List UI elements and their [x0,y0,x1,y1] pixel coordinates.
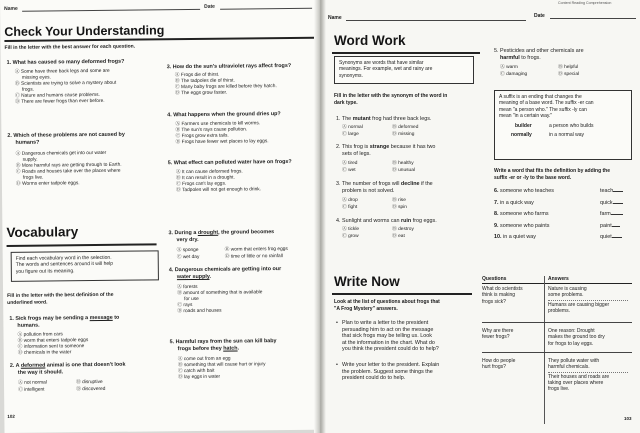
option[interactable]: Ⓐ Farmers use chemicals to kill worms. [175,121,261,128]
understanding-q4-options [175,121,268,146]
suffix-instruction-2: suffix -er or -ly to the base word. [494,175,572,181]
option[interactable]: Ⓓ eat [392,234,405,239]
understanding-q5-options [176,169,261,194]
option[interactable]: Ⓐ Frogs die of thirst. [174,72,220,79]
questions-answers-table [482,276,634,426]
understanding-q1-stem: 1. What has caused so many deformed frogs? [6,58,125,66]
option[interactable]: Ⓒ rays [177,303,193,309]
option[interactable]: Ⓓ lay eggs in water [177,374,221,381]
option[interactable]: Ⓒ grow [342,234,359,239]
vocab-q1-options [17,332,88,357]
date-label-right: Date [534,13,545,19]
vocab-q5-options [178,356,266,381]
option[interactable]: Ⓒ Frogs can't lay eggs. [175,181,227,188]
option[interactable]: Ⓓ unusual [392,168,415,173]
option[interactable]: Ⓐ drop [342,198,358,203]
option[interactable]: Ⓑ The tadpoles die of thirst. [174,78,235,85]
suffix-item: 10. in a quiet way quiet [494,234,634,246]
option[interactable]: Ⓒ damaging [500,72,528,77]
vocabulary-title: Vocabulary [6,224,79,240]
option[interactable]: Ⓓ spin [392,205,407,210]
option[interactable]: Ⓑ destroy [392,227,414,232]
suffix-items [494,188,634,246]
answer-line[interactable]: quiet [600,234,622,241]
option[interactable]: Ⓓ Worms enter tadpole eggs. [15,181,80,188]
option[interactable]: Ⓐ It can cause deformed frogs. [175,169,243,176]
ww-q5-stem: 5. Pesticides and other chemicals are [494,48,584,54]
right-page: Content Reading Comprehension Name Date Word Work Synonyms are words that have similar meanings. For example, wet and rainy are synonyms. Fill in the letter with the synonym of the word in dark type. 1. The mutant frog had three back legs. Ⓐ normal Ⓑ deformed Ⓒ large Ⓓ missing 2. This frog is strange because it has two sets of legs. Ⓐ tired Ⓑ healthy Ⓒ wet Ⓓ unusual 3. The number of frogs will decline if the problem is not solved. Ⓐ drop Ⓑ rise Ⓒ fight Ⓓ spin 4. Sunlight and worms can ruin frog eggs. Ⓐ tickle Ⓑ destroy Ⓒ grow Ⓓ eat 5. Pesticides and other chemicals are harmful to frogs. Ⓐ warm Ⓑ helpful Ⓒ damaging Ⓓ special A suffix is an ending that changes the meaning of a base word. The suffix -er can mean "a person who." The suffix -ly can mean "in a certain way." builder a person who builds normally in a normal way Write a word that fits the definition by adding the suffix -er or -ly to the base word. 6. someone who teaches teach 7. in a quick way quick 8. someone who farms farm 9. someone who paints paint 10. in a quiet way quiet Write Now Look at the list of questions about frogs that "A Frog Mystery" answers. • Plan to write a letter to the president persuading him to act on the message that sick frogs may be telling us. Look at the information in the chart. What do you think the president could do to help? • Write your letter to the president. Explain the problem. Suggest some things the president could do to help. Questions Answers What do scientists think is making frogs sick? Nature is causing some problems. Humans are causing bigger problems. Why are there fewer frogs? One reason: Drought makes the ground too dry for frogs to lay eggs. How do people hurt frogs? They pollute water with harmful chemicals. Their houses and roads are taking over places where frogs live. 103 [318,0,640,433]
vocabulary-instruction-2: underlined word. [7,299,48,306]
option[interactable]: Ⓓ Tadpoles will not get enough to drink. [175,187,262,194]
vocabulary-tip-box: Find each vocabulary word in the selection. The words and sentences around it will help you figure out its meaning. [11,250,159,282]
option[interactable]: Ⓒ Roads and houses take over the places where [15,169,121,176]
vocabulary-instruction-1: Fill in the letter with the best definition of the [7,291,114,299]
option[interactable]: Ⓒ information sent to someone [17,344,85,351]
option[interactable]: Ⓒ wet [342,168,356,173]
option[interactable]: Ⓐ normal [342,125,363,130]
understanding-q1-options: Ⓐ Some have three back legs and some are missing eyes. Ⓑ Scientists are trying to solve a mystery about frogs. Ⓒ Nature and humans cause problems. Ⓓ There are fewer frogs than ever before. [14,68,117,106]
left-page: Name Date Check Your Understanding Fill in the letter with the best answer for each question. 1. What has caused so many deformed frogs? Ⓐ Some have three back legs and some are missing eyes. Ⓑ Scientists are trying to solve a mystery about frogs. Ⓒ Nature and humans cause problems. Ⓓ There are fewer frogs than ever before. 2. Which of these problems are not caused by humans? Ⓐ Dangerous chemicals get into our water supply. Ⓑ More harmful rays are getting through to Earth. Ⓒ Roads and houses take over the places where frogs live. Ⓓ Worms enter tadpole eggs. 3. How do the sun's ultraviolet rays affect frogs? Ⓐ Frogs die of thirst. Ⓑ The tadpoles die of thirst. Ⓒ Many baby frogs are killed before they hatch. Ⓓ The eggs grow faster. 4. What happens when the ground dries up? Ⓐ Farmers use chemicals to kill worms. Ⓑ The sun's rays cause pollution. Ⓒ Frogs grow extra tails. Ⓓ Frogs have fewer wet places to lay eggs. 5. What effect can polluted water have on frogs? Ⓐ It can cause deformed frogs. Ⓑ It can result in a drought. Ⓒ Frogs can't lay eggs. Ⓓ Tadpoles will not get enough to drink. Vocabulary Find each vocabulary word in the selection. The words and sentences around it will help you figure out its meaning. Fill in the letter with the best definition of the underlined word. 1. Sick frogs may be sending a message to humans. Ⓐ pollution from cars Ⓑ worm that enters tadpole eggs Ⓒ information sent to someone Ⓓ chemicals in the water 2. A deformed animal is one that doesn't look the way it should. Ⓐ not normal Ⓑ disruptive Ⓒ intelligent Ⓓ discovered 3. During a drought, the ground becomes very dry. Ⓐ sponge Ⓑ worm that enters frog eggs Ⓒ wet day Ⓓ time of little or no rainfall 4. Dangerous chemicals are getting into our water supply. Ⓐ forests Ⓑ amount of something that is available for use Ⓒ rays Ⓓ roads and houses 5. Harmful rays from the sun can kill baby frogs before they hatch. Ⓐ come out from an egg Ⓑ something that will cause hurt or injury Ⓒ catch with bait Ⓓ lay eggs in water 102 [0,0,327,433]
answer-line[interactable]: quick [600,200,623,207]
vocab-q3-stem: 3. During a drought, the ground becomes [168,229,275,237]
suffix-item: 9. someone who paints paint [494,223,634,235]
option[interactable]: Ⓓ missing [392,132,415,137]
option[interactable]: Ⓐ sponge [176,247,199,254]
vocab-q4-stem: 4. Dangerous chemicals are getting into our [168,266,282,274]
option[interactable]: Ⓐ tired [342,161,358,166]
suffix-instruction-1: Write a word that fits the definition by adding the [494,168,611,174]
table-row-2-answer: One reason: Drought makes the ground too dry for frogs to lay eggs. [548,328,605,347]
option[interactable]: Ⓒ intelligent [18,387,45,393]
option[interactable]: Ⓐ not normal [17,380,47,386]
option[interactable]: Ⓐ Dangerous chemicals get into our water [15,150,107,157]
answer-line[interactable]: paint [600,223,620,230]
name-label-right: Name [328,15,342,21]
option[interactable]: Ⓒ Frogs grow extra tails. [175,133,229,140]
option[interactable]: Ⓓ chemicals in the water [17,350,72,357]
write-now-instruction-1: Look at the list of questions about frogs that [334,299,440,305]
table-row-1-answer: Nature is causing some problems. Humans are causing bigger problems. [548,286,634,314]
name-label: Name [4,5,18,12]
understanding-q4-stem: 4. What happens when the ground dries up? [167,111,281,119]
answer-line[interactable]: farm [600,211,623,218]
right-page-number: 103 [624,416,632,421]
option[interactable]: Ⓑ More harmful rays are getting through to Earth. [15,162,122,170]
option[interactable]: Ⓓ The eggs grow faster. [174,90,228,97]
word-work-title: Word Work [334,33,406,48]
synonyms-box: Synonyms are words that have similar meanings. For example, wet and rainy are synonyms. [334,56,474,84]
ww-q2-stem: 2. This frog is strange because it has two [336,144,436,150]
ww-q1-stem: 1. The mutant frog had three back legs. [336,116,432,122]
synonym-instruction-1: Fill in the letter with the synonym of the word in [334,93,448,99]
option[interactable]: Ⓑ rise [392,198,406,203]
understanding-q2-stem: 2. Which of these problems are not caused by [7,131,125,139]
option[interactable]: Ⓒ wet day [176,254,200,261]
write-now-bullet-2: • Write your letter to the president. Explain the problem. Suggest some things the president could do to help. [336,362,440,382]
option[interactable]: Ⓑ amount of something that is available [177,290,263,297]
suffix-box: A suffix is an ending that changes the meaning of a base word. The suffix -er can mean "a person who." The suffix -ly can mean "in a certain way." builder a person who builds normally in a normal way [494,90,632,160]
option[interactable]: Ⓑ worm that enters frog eggs [224,246,288,253]
table-header-questions: Questions [482,276,507,282]
option[interactable]: Ⓐ forests [176,284,198,291]
option[interactable]: Ⓑ disruptive [75,379,103,386]
suffix-item: 8. someone who farms farm [494,211,634,223]
book-gutter [314,0,326,433]
option[interactable]: Ⓒ large [342,132,359,137]
table-row-2-question: Why are there fewer frogs? [482,328,514,341]
table-row-1-question: What do scientists think is making frogs sick? [482,286,523,305]
write-now-title: Write Now [334,274,400,289]
option[interactable]: Ⓑ The sun's rays cause pollution. [175,127,248,134]
option[interactable]: Ⓑ helpful [558,65,579,70]
option[interactable]: Ⓑ worm that enters tadpole eggs [17,338,89,344]
left-page-number: 102 [7,413,15,419]
option[interactable]: Ⓓ time of little or no rainfall [224,254,283,260]
option[interactable]: Ⓐ pollution from cars [17,332,63,338]
understanding-title: Check Your Understanding [4,23,165,39]
option[interactable]: Ⓒ catch with bait [177,368,215,375]
option[interactable]: Ⓓ special [558,72,580,77]
understanding-instruction: Fill in the letter with the best answer for each question. [4,43,136,51]
write-now-bullet-1: • Plan to write a letter to the president persuading him to act on the message that sick frogs may be telling us. Look at the information in the chart. What do you think the president could do to help? [336,320,439,353]
option[interactable]: Ⓑ Scientists are trying to solve a mystery about [14,80,117,88]
option[interactable]: Ⓑ something that will cause hurt or injury [177,362,266,369]
option[interactable]: Ⓑ It can result in a drought. [175,175,235,182]
option[interactable]: Ⓐ come out from an egg [177,356,231,363]
vocab-q4-options: Ⓐ forests Ⓑ amount of something that is available for use Ⓒ rays Ⓓ roads and houses [176,284,263,315]
table-header-answers: Answers [548,276,569,282]
vocab-q1-stem: 1. Sick frogs may be sending a message to [9,314,120,322]
table-row-3-answer: They pollute water with harmful chemicals. Their houses and roads are taking over places where frogs live. [548,358,634,392]
option[interactable]: Ⓒ Many baby frogs are killed before they hatch. [174,84,277,91]
answer-line[interactable]: teach [600,188,623,195]
suffix-item: 7. in a quick way quick [494,200,634,212]
understanding-q3-options [175,72,277,97]
option[interactable]: Ⓒ fight [342,205,358,210]
understanding-q2-options: Ⓐ Dangerous chemicals get into our water supply. Ⓑ More harmful rays are getting through to Earth. Ⓒ Roads and houses take over the places where frogs live. Ⓓ Worms enter tadpole eggs. [15,150,122,188]
option[interactable]: Ⓑ deformed [392,125,419,130]
option[interactable]: Ⓒ Nature and humans cause problems. [14,93,100,100]
option[interactable]: Ⓐ warm [500,65,518,70]
option[interactable]: Ⓐ tickle [342,227,360,232]
vocab-q5-stem: 5. Harmful rays from the sun can kill baby [169,338,277,346]
option[interactable]: Ⓓ discovered [76,386,106,393]
vocab-q2-stem: 2. A deformed animal is one that doesn't look [9,361,126,369]
date-label: Date [204,3,215,10]
understanding-q5-stem: 5. What effect can polluted water have on frogs? [167,158,292,167]
option[interactable]: Ⓐ Some have three back legs and some are [14,68,110,75]
suffix-item: 6. someone who teaches teach [494,188,634,200]
option[interactable]: Ⓑ healthy [392,161,414,166]
ww-q3-stem: 3. The number of frogs will decline if the [336,181,433,187]
write-now-instruction-2: "A Frog Mystery" answers. [334,306,398,312]
synonym-instruction-2: dark type. [334,100,358,106]
top-right-caption: Content Reading Comprehension [558,1,612,5]
option[interactable]: Ⓓ roads and houses [177,309,222,315]
option[interactable]: Ⓓ Frogs have fewer wet places to lay eggs. [175,139,269,146]
option[interactable]: Ⓓ There are fewer frogs than ever before. [15,99,105,106]
vocab-word-message: message [89,314,113,322]
ww-q4-stem: 4. Sunlight and worms can ruin frog eggs. [336,218,437,224]
understanding-q3-stem: 3. How do the sun's ultraviolet rays affect frogs? [166,62,292,71]
table-row-3-question: How do people hurt frogs? [482,358,516,371]
